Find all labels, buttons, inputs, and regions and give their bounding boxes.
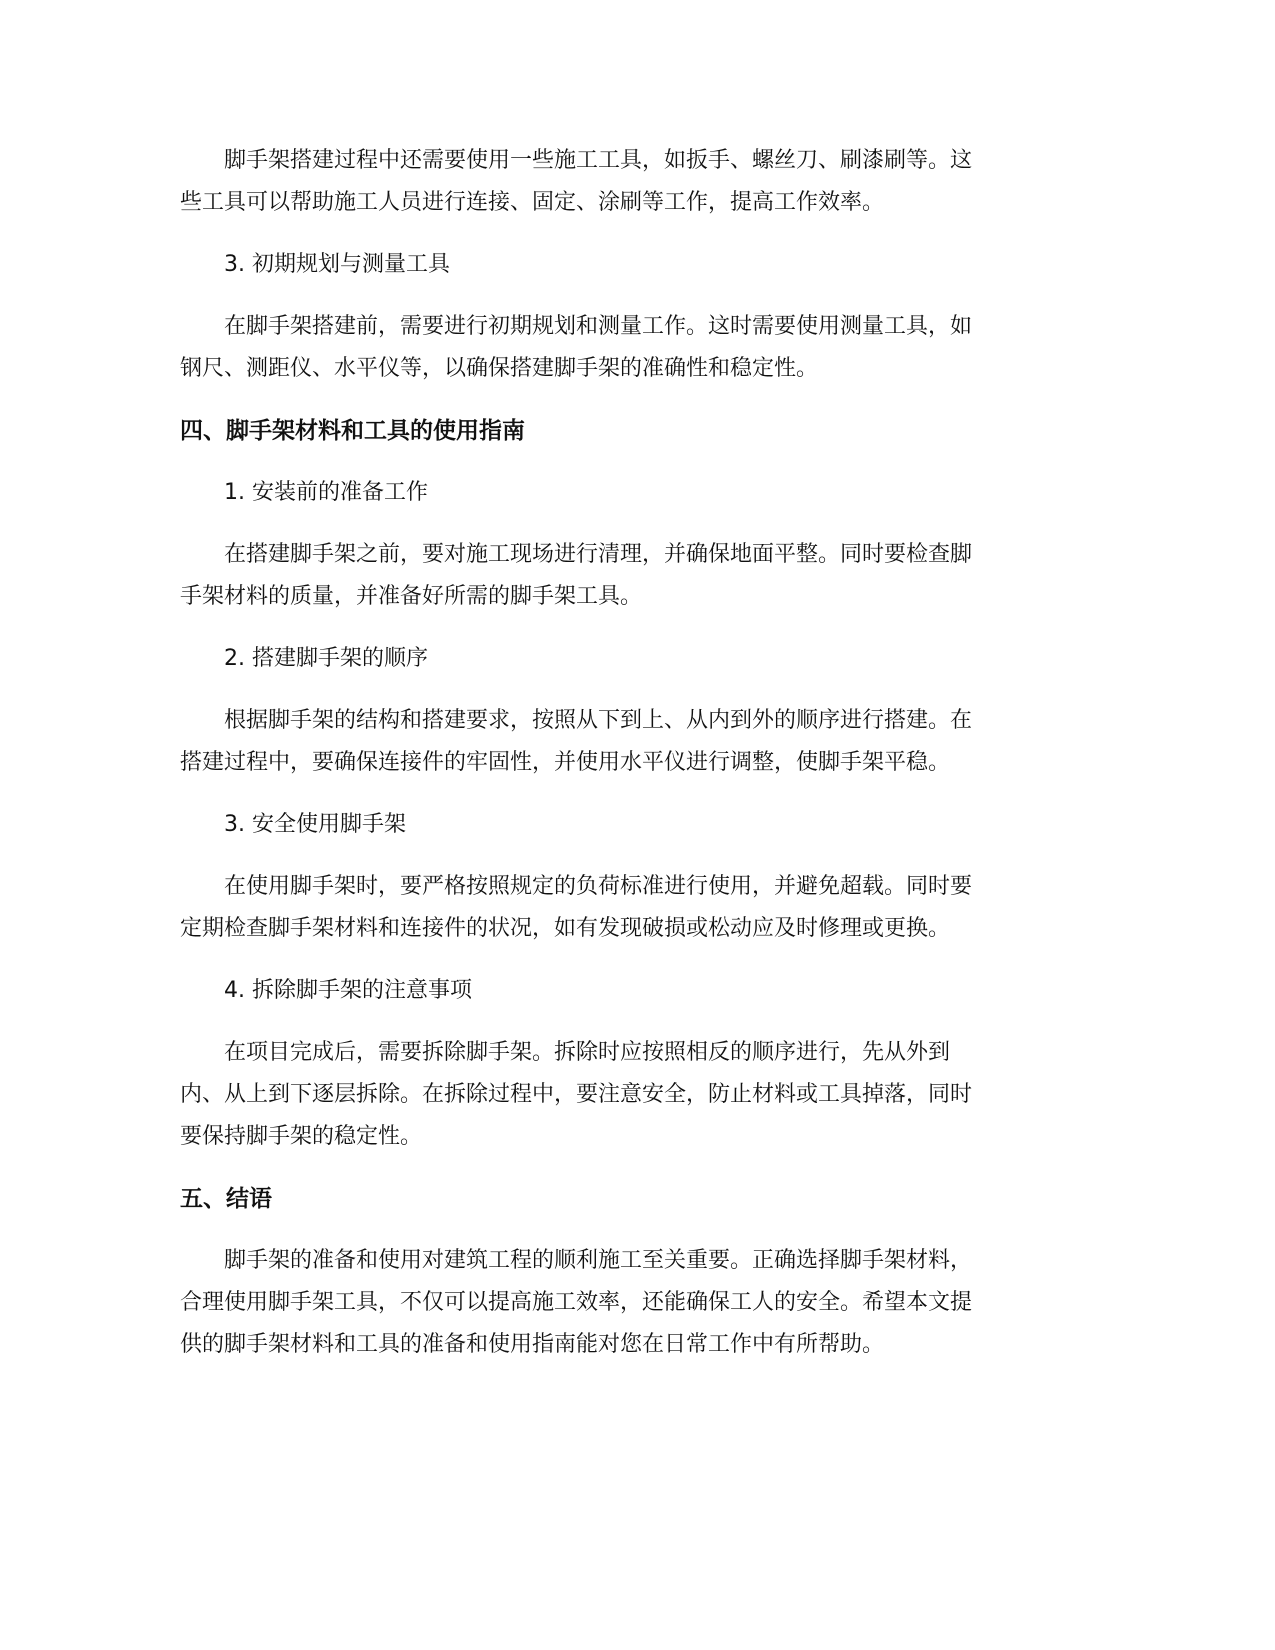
- paragraph-preparation: [180, 534, 1050, 618]
- paragraph-measurement: [180, 306, 1050, 390]
- list-item-preparation: 1. 安装前的准备工作: [224, 480, 428, 505]
- text-line: 手架材料的质量，并准备好所需的脚手架工具。: [180, 584, 643, 609]
- text-line: 在使用脚手架时，要严格按照规定的负荷标准进行使用，并避免超载。同时要: [224, 874, 973, 899]
- text-line: 脚手架的准备和使用对建筑工程的顺利施工至关重要。正确选择脚手架材料，: [224, 1248, 973, 1273]
- section-heading-usage-guide: 四、脚手架材料和工具的使用指南: [180, 418, 525, 444]
- text-line: 脚手架搭建过程中还需要使用一些施工工具，如扳手、螺丝刀、刷漆刷等。这: [224, 148, 973, 173]
- text-line: 钢尺、测距仪、水平仪等，以确保搭建脚手架的准确性和稳定性。: [180, 356, 819, 381]
- text-line: 在脚手架搭建前，需要进行初期规划和测量工作。这时需要使用测量工具，如: [224, 314, 973, 339]
- text-line: 内、从上到下逐层拆除。在拆除过程中，要注意安全，防止材料或工具掉落，同时: [180, 1082, 973, 1107]
- text-line: 定期检查脚手架材料和连接件的状况，如有发现破损或松动应及时修理或更换。: [180, 916, 951, 941]
- paragraph-construction-tools: [180, 140, 1050, 224]
- text-line: 要保持脚手架的稳定性。: [180, 1124, 423, 1149]
- paragraph-dismantling: [180, 1032, 1050, 1158]
- text-line: 根据脚手架的结构和搭建要求，按照从下到上、从内到外的顺序进行搭建。在: [224, 708, 973, 733]
- document-page: [180, 140, 1050, 1386]
- text-line: 合理使用脚手架工具，不仅可以提高施工效率，还能确保工人的安全。希望本文提: [180, 1290, 973, 1315]
- paragraph-conclusion: [180, 1240, 1050, 1366]
- section-heading-conclusion: 五、结语: [180, 1186, 272, 1212]
- text-line: 供的脚手架材料和工具的准备和使用指南能对您在日常工作中有所帮助。: [180, 1332, 885, 1357]
- text-line: 在项目完成后，需要拆除脚手架。拆除时应按照相反的顺序进行，先从外到: [224, 1040, 951, 1065]
- paragraph-safe-use: [180, 866, 1050, 950]
- list-item-safe-use: 3. 安全使用脚手架: [224, 812, 406, 837]
- list-item-dismantling: 4. 拆除脚手架的注意事项: [224, 978, 472, 1003]
- text-line: 在搭建脚手架之前，要对施工现场进行清理，并确保地面平整。同时要检查脚: [224, 542, 973, 567]
- text-line: 搭建过程中，要确保连接件的牢固性，并使用水平仪进行调整，使脚手架平稳。: [180, 750, 951, 775]
- paragraph-build-order: [180, 700, 1050, 784]
- list-item-build-order: 2. 搭建脚手架的顺序: [224, 646, 428, 671]
- list-item-planning-tools: 3. 初期规划与测量工具: [224, 252, 450, 277]
- text-line: 些工具可以帮助施工人员进行连接、固定、涂刷等工作，提高工作效率。: [180, 190, 885, 215]
